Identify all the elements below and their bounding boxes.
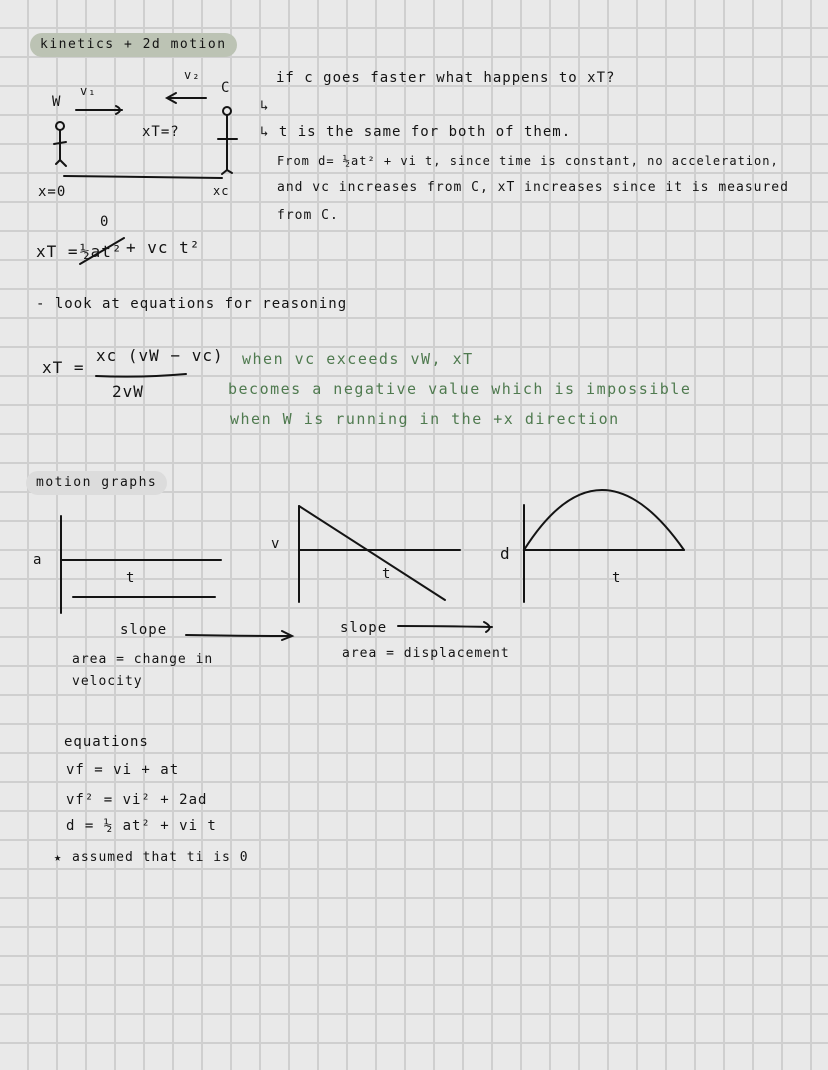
v-graph-ylabel: v bbox=[271, 536, 281, 552]
answer-line-3: and vc increases from C, xT increases since it is measured bbox=[277, 180, 789, 195]
eq1-lhs: xT = bbox=[36, 242, 79, 261]
section-title-motion-graphs: motion graphs bbox=[26, 471, 167, 495]
label-c: C bbox=[221, 80, 231, 96]
reasoning-text: - look at equations for reasoning bbox=[36, 296, 348, 312]
stick-figure-w-icon bbox=[54, 122, 66, 166]
area-label-2: area = displacement bbox=[342, 646, 510, 661]
label-v2: v₂ bbox=[184, 68, 201, 82]
fraction-bar bbox=[96, 374, 186, 377]
equation-item: vf = vi + at bbox=[66, 762, 180, 778]
slope-arrow-1-icon bbox=[186, 635, 290, 636]
eq2-lhs: xT = bbox=[42, 358, 85, 377]
eq1-crossed-term: ½at² bbox=[80, 242, 123, 261]
answer-line-1: ↳ t is the same for both of them. bbox=[260, 124, 572, 140]
v-graph-xlabel: t bbox=[382, 566, 392, 582]
green-note-line-2: becomes a negative value which is impossible bbox=[228, 380, 692, 398]
slope-label-2: slope bbox=[340, 620, 388, 636]
d-graph-xlabel: t bbox=[612, 570, 622, 586]
stick-figure-c-icon bbox=[218, 107, 237, 174]
answer-line-4: from C. bbox=[277, 208, 339, 223]
label-v1: v₁ bbox=[80, 84, 97, 98]
answer-arrow: ↳ bbox=[260, 98, 270, 114]
equation-item: d = ½ at² + vi t bbox=[66, 818, 217, 834]
area-label-1a: area = change in bbox=[72, 652, 214, 667]
eq1-zero-mark: 0 bbox=[100, 214, 110, 230]
eq2-numerator: xc (vW − vc) bbox=[96, 346, 224, 365]
equations-heading: equations bbox=[64, 734, 149, 750]
eq1-rhs: + vc t² bbox=[126, 238, 201, 257]
equation-item: vf² = vi² + 2ad bbox=[66, 792, 208, 808]
a-t-graph bbox=[61, 516, 221, 613]
question-prompt: if c goes faster what happens to xT? bbox=[276, 70, 616, 86]
d-graph-ylabel: d bbox=[500, 544, 511, 563]
answer-line-2: From d= ½at² + vi t, since time is constant, no acceleration, bbox=[277, 154, 779, 168]
page-title: kinetics + 2d motion bbox=[30, 33, 237, 57]
eq2-denominator: 2vW bbox=[112, 382, 144, 401]
assumption-note: assumed that ti is 0 bbox=[72, 850, 249, 865]
label-xt-question: xT=? bbox=[142, 124, 180, 140]
v-t-graph bbox=[299, 506, 460, 602]
slope-label-1: slope bbox=[120, 622, 168, 638]
label-x-zero: x=0 bbox=[38, 184, 67, 200]
label-w: W bbox=[52, 94, 62, 110]
label-xc: xc bbox=[213, 184, 230, 198]
d-t-graph bbox=[524, 490, 684, 602]
green-note-line-3: when W is running in the +x direction bbox=[230, 410, 620, 428]
a-graph-ylabel: a bbox=[33, 552, 43, 568]
green-note-line-1: when vc exceeds vW, xT bbox=[242, 350, 474, 368]
star-icon: ★ bbox=[54, 850, 63, 864]
slope-arrow-2-icon bbox=[398, 626, 492, 627]
ground-line bbox=[64, 176, 222, 178]
a-graph-xlabel: t bbox=[126, 570, 136, 586]
area-label-1b: velocity bbox=[72, 674, 143, 689]
